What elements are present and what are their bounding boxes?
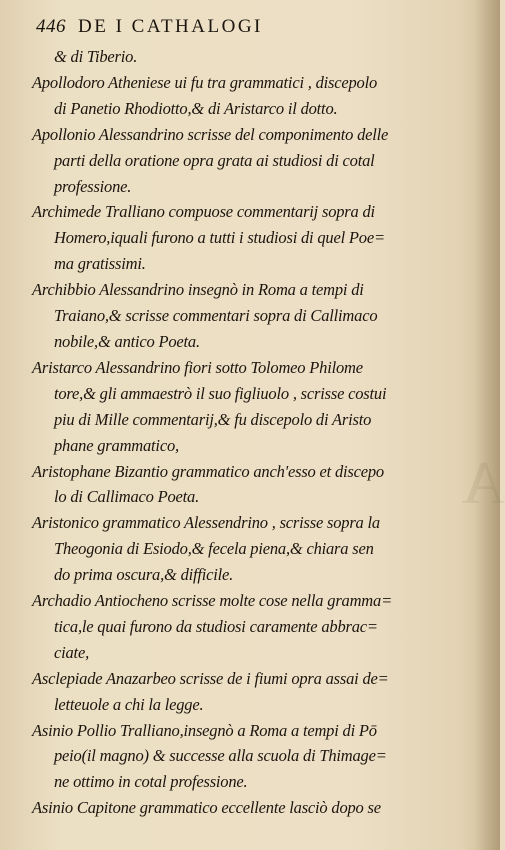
catalog-entry [32,459,457,511]
text-line: Theogonia di Esiodo,& fecela piena,& chiara sen [54,539,374,559]
catalog-entry [32,122,457,200]
text-line: Archimede Tralliano compuose commentarij sopra di [32,202,375,222]
catalog-entry [32,199,457,277]
catalog-entry [32,666,457,718]
catalog-entry [32,588,457,666]
text-line: Asinio Capitone grammatico eccellente lasciò dopo se [32,798,381,818]
catalog-entry [32,70,457,122]
text-line: Aristarco Alessandrino fiori sotto Tolomeo Philome [32,357,363,377]
catalog-entry [32,795,457,821]
text-line: lo di Callimaco Poeta. [54,487,200,507]
text-line: Archadio Antiocheno scrisse molte cose nella gramma= [32,591,393,611]
page-header [36,16,396,46]
text-block [32,44,457,821]
text-line: piu di Mille commentarij,& fu discepolo di Aristo [54,409,372,429]
text-line: Asclepiade Anazarbeo scrisse de i fiumi opra assai de= [32,668,389,688]
text-line: peio(il magno) & successe alla scuola di Thimage= [54,746,387,766]
text-line: do prima oscura,& difficile. [54,565,234,585]
text-line: tore,& gli ammaestrò il suo figliuolo , scrisse costui [54,383,387,403]
text-line: ne ottimo in cotal professione. [54,772,248,792]
catalog-entry [32,44,457,70]
text-line: ma gratissimi. [54,254,146,274]
text-line: Asinio Pollio Tralliano,insegnò a Roma a tempi di Pō [32,720,377,740]
catalog-entry [32,718,457,796]
text-line: ciate, [54,642,89,662]
text-line: letteuole a chi la legge. [54,694,204,714]
text-line: phane grammatico, [54,435,179,455]
text-line: Archibbio Alessandrino insegnò in Roma a tempi di [32,280,364,300]
text-line: parti della oratione opra grata ai studiosi di cotal [54,150,375,170]
catalog-entry [32,277,457,355]
text-line: nobile,& antico Poeta. [54,331,200,351]
text-line: Aristonico grammatico Alessendrino , scrisse sopra la [32,513,380,533]
text-line: Homero,iquali furono a tutti i studiosi di quel Poe= [54,228,385,248]
running-title: DE I CATHALOGI [78,16,263,37]
text-line: Apollodoro Atheniese ui fu tra grammatici , discepolo [32,72,378,92]
page-number: 446 [36,16,66,37]
text-line: professione. [54,176,132,196]
text-line: & di Tiberio. [54,47,138,66]
text-line: di Panetio Rhodiotto,& di Aristarco il dotto. [54,98,338,118]
text-line: Apollonio Alessandrino scrisse del componimento delle [32,124,389,144]
text-line: Traiano,& scrisse commentari sopra di Callimaco [54,306,378,326]
catalog-entry [32,355,457,459]
text-line: tica,le quai furono da studiosi caramente abbrac= [54,616,378,636]
page-edge-shadow [474,0,500,850]
text-line: Aristophane Bizantio grammatico anch'esso et discepo [32,461,384,481]
catalog-entry [32,510,457,588]
